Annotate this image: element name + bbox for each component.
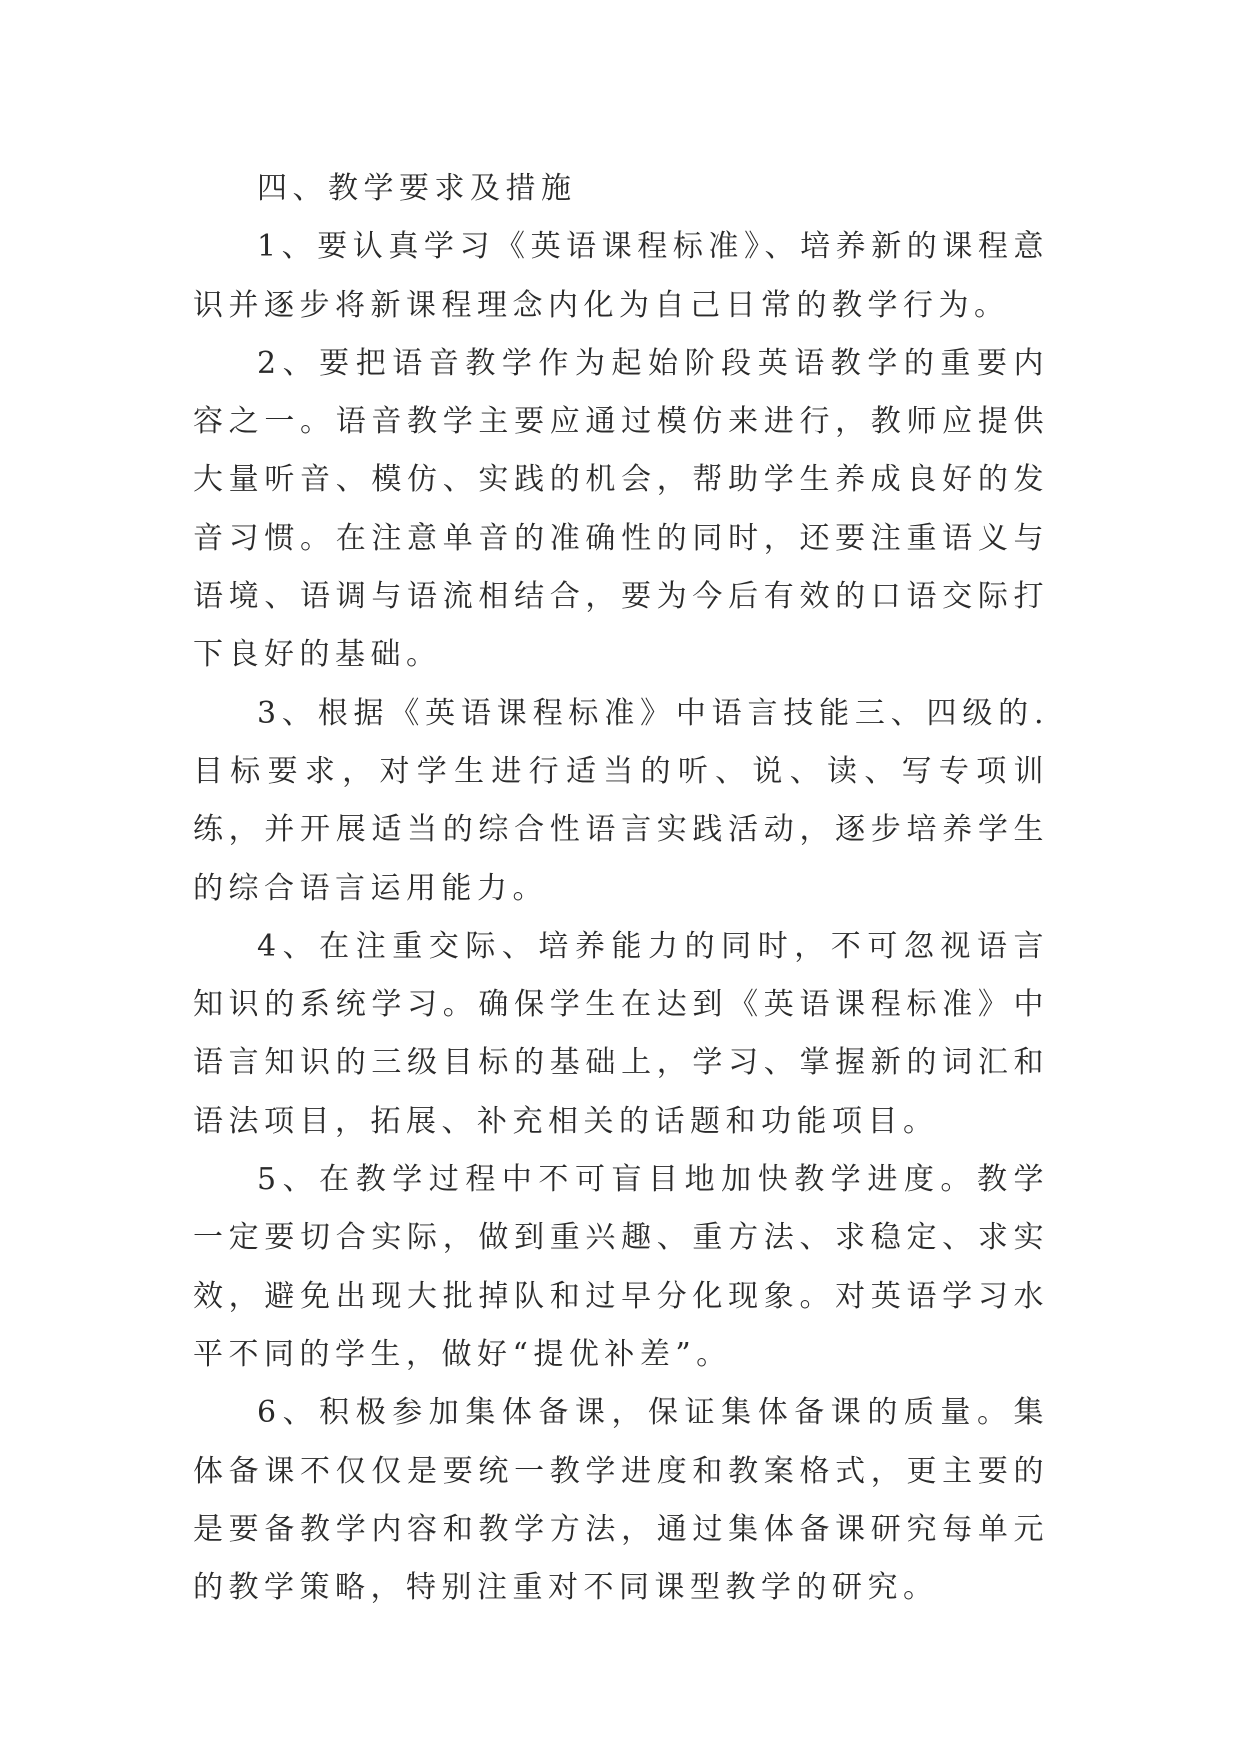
section-heading: 四、教学要求及措施 — [257, 171, 577, 206]
paragraph-2: 2、要把语音教学作为起始阶段英语教学的重要内容之一。语音教学主要应通过模仿来进行，教师应提供大量听音、模仿、实践的机会，帮助学生养成良好的发音习惯。在注意单音的准确性的同时，还要注重语义与语境、语调与语流相结合，要为今后有效的口语交际打下良好的基础。 — [193, 345, 1049, 673]
paragraph-5: 5、在教学过程中不可盲目地加快教学进度。教学一定要切合实际，做到重兴趣、重方法、求稳定、求实效，避免出现大批掉队和过早分化现象。对英语学习水平不同的学生，做好“提优补差”。 — [193, 1162, 1049, 1372]
paragraph-6: 6、积极参加集体备课，保证集体备课的质量。集体备课不仅仅是要统一教学进度和教案格式，更主要的是要备教学内容和教学方法，通过集体备课研究每单元的教学策略，特别注重对不同课型教学的研究。 — [193, 1395, 1049, 1606]
paragraph-1: 1、要认真学习《英语课程标准》、培养新的课程意识并逐步将新课程理念内化为自己日常的教学行为。 — [193, 229, 1049, 323]
document-body — [193, 160, 1049, 1617]
paragraph-4: 4、在注重交际、培养能力的同时，不可忽视语言知识的系统学习。确保学生在达到《英语课程标准》中语言知识的三级目标的基础上，学习、掌握新的词汇和语法项目，拓展、补充相关的话题和功能项目。 — [193, 928, 1049, 1139]
paragraph-3: 3、根据《英语课程标准》中语言技能三、四级的.目标要求，对学生进行适当的听、说、读、写专项训练，并开展适当的综合性语言实践活动，逐步培养学生的综合语言运用能力。 — [193, 695, 1049, 906]
